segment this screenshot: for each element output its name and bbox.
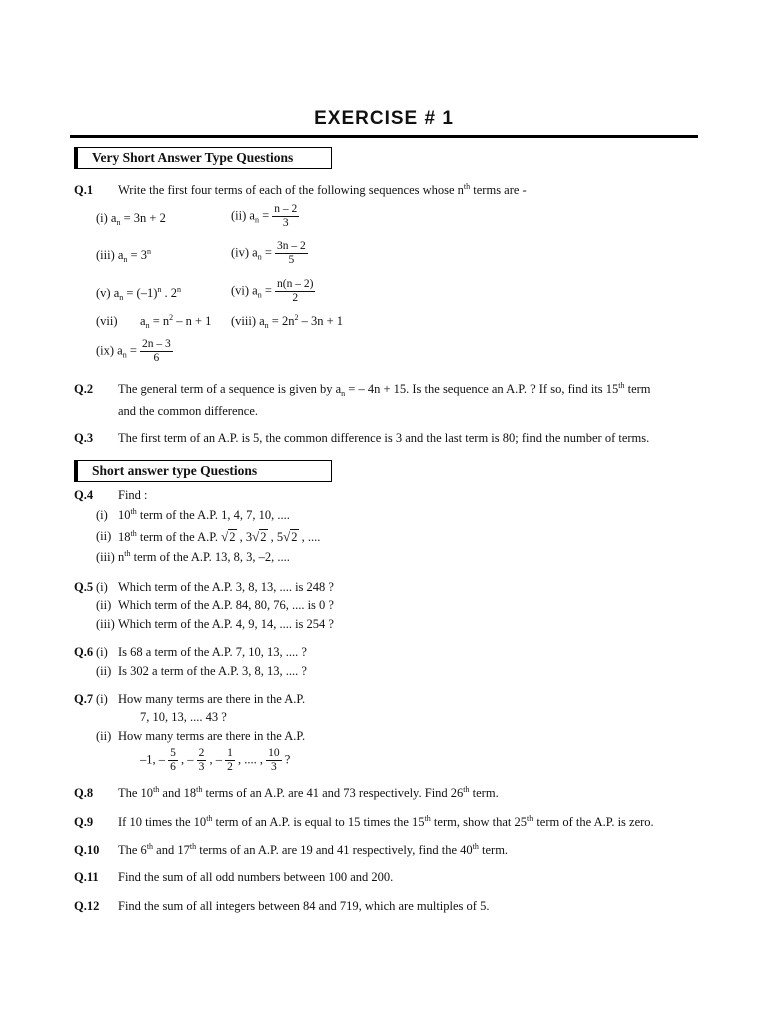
q1-part-v: (v) $a_n = (-1)^n$ . 2$^n$ xyxy=(96,285,181,302)
q6-part-i: Is 68 a term of the A.P. 7, 10, 13, .... ? xyxy=(118,645,307,659)
q4-part-ii-label: (ii) xyxy=(96,529,112,543)
fraction: $\frac{3n - 2}{5}$ xyxy=(277,240,306,266)
q1-part-viii: (viii) $a_n = 2n^2 - 3n + 1$ xyxy=(231,313,344,330)
q2-number: Q.2 xyxy=(74,382,94,396)
q11-text: Find the sum of all odd numbers between 100 and 200. xyxy=(118,870,394,884)
q6-part-ii: Is 302 a term of the A.P. 3, 8, 13, .... ? xyxy=(118,664,307,678)
q6-part-i-label: (i) xyxy=(96,645,108,659)
q4-part-i-label: (i) xyxy=(96,508,108,522)
q4-part-ii: 18th term of the A.P. √2 , 3√2 , 5√2 , .... xyxy=(118,529,321,544)
q3-text: The first term of an A.P. is 5, the common difference is 3 and the last term is 80; find the number of terms. xyxy=(118,431,650,445)
section-header-short-answer: Short answer type Questions xyxy=(74,460,332,482)
q2-text-line1: The general term of a sequence is given by $a_n$ = – 4n + 15. Is the sequence an A.P. ? If so, find its 15th term xyxy=(118,381,651,398)
q7-part-ii: How many terms are there in the A.P. xyxy=(118,729,306,743)
fraction: $\frac{n(n - 2)}{2}$ xyxy=(277,278,314,304)
fraction: $\frac{5}{6}$ xyxy=(170,747,176,773)
q4-part-i: 10th term of the A.P. 1, 4, 7, 10, .... xyxy=(118,507,290,522)
q1-part-i: (i) $a_n = 3n + 2$ xyxy=(96,211,166,227)
sqrt-symbol: √2 xyxy=(221,529,236,544)
q1-part-ix: (ix) $a_n$ = $\frac{2n - 3}{6}$ xyxy=(96,338,171,364)
q11-number: Q.11 xyxy=(74,870,99,884)
q7-part-i-sequence: 7, 10, 13, .... 43 ? xyxy=(140,710,227,724)
q9-number: Q.9 xyxy=(74,815,94,829)
q5-part-ii-label: (ii) xyxy=(96,598,112,612)
fraction: $\frac{2n - 3}{6}$ xyxy=(142,338,171,364)
title-rule xyxy=(70,135,698,138)
q10-number: Q.10 xyxy=(74,843,100,857)
q4-part-iii-label: (iii) xyxy=(96,550,115,564)
q5-part-iii-label: (iii) xyxy=(96,617,115,631)
fraction: $\frac{2}{3}$ xyxy=(198,747,205,773)
q3-number: Q.3 xyxy=(74,431,94,445)
q1-part-ii: (ii) $a_n$ = $\frac{n - 2}{3}$ xyxy=(231,203,298,229)
q4-part-iii: $n^{th}$ term of the A.P. 13, 8, 3, –2, .... xyxy=(118,549,290,564)
q4-number: Q.4 xyxy=(74,488,94,502)
q7-part-i-label: (i) xyxy=(96,692,108,706)
q6-number: Q.6 xyxy=(74,645,94,659)
q5-part-iii: Which term of the A.P. 4, 9, 14, .... is 254 ? xyxy=(118,617,334,631)
q7-number: Q.7 xyxy=(74,692,94,706)
q12-number: Q.12 xyxy=(74,899,100,913)
q2-text-line2: and the common difference. xyxy=(118,404,258,418)
sqrt-symbol: √2 xyxy=(252,529,267,544)
q5-part-ii: Which term of the A.P. 84, 80, 76, .... is 0 ? xyxy=(118,598,334,612)
q10-text: The 6th and 17th terms of an A.P. are 19 and 41 respectively, find the 40th term. xyxy=(118,842,509,857)
q7-part-ii-sequence: –1, – $\frac{5}{6}$ , – $\frac{2}{3}$ , – $\frac{1}{2}$ , .... , $\frac{10}{3}$ ? xyxy=(140,747,291,773)
q9-text: If 10 times the 10th term of an A.P. is equal to 15 times the 15th term, show that 25th term of the A.P. is zero. xyxy=(118,814,654,829)
section-header-very-short: Very Short Answer Type Questions xyxy=(74,147,332,169)
q5-part-i-label: (i) xyxy=(96,580,108,594)
q7-part-i: How many terms are there in the A.P. xyxy=(118,692,306,706)
q12-text: Find the sum of all integers between 84 and 719, which are multiples of 5. xyxy=(118,899,490,913)
q1-number: Q.1 xyxy=(74,183,94,197)
q8-number: Q.8 xyxy=(74,786,94,800)
fraction: $\frac{10}{3}$ xyxy=(268,747,280,773)
page-title: EXERCISE # 1 xyxy=(314,108,454,129)
q5-part-i: Which term of the A.P. 3, 8, 13, .... is 248 ? xyxy=(118,580,334,594)
q5-number: Q.5 xyxy=(74,580,94,594)
fraction: $\frac{n - 2}{3}$ xyxy=(274,203,298,229)
q1-part-vii-label: (vii) xyxy=(96,314,118,328)
q1-part-vi: (vi) $a_n$ = $\frac{n(n - 2)}{2}$ xyxy=(231,278,314,304)
q1-prompt: Write the first four terms of each of the following sequences whose $n^{th}$ terms are - xyxy=(118,182,527,197)
fraction: $\frac{1}{2}$ xyxy=(227,747,233,773)
q8-text: The 10th and 18th terms of an A.P. are 41 and 73 respectively. Find 26th term. xyxy=(118,785,499,800)
q7-part-ii-label: (ii) xyxy=(96,729,112,743)
q1-part-iv: (iv) $a_n$ = $\frac{3n - 2}{5}$ xyxy=(231,240,306,266)
q1-part-iii: (iii) $a_n = 3^n$ xyxy=(96,247,151,264)
q6-part-ii-label: (ii) xyxy=(96,664,112,678)
q1-part-vii: $a_n = n^2 - n + 1$ xyxy=(140,313,212,330)
q4-find: Find : xyxy=(118,488,148,502)
sqrt-symbol: √2 xyxy=(283,529,298,544)
